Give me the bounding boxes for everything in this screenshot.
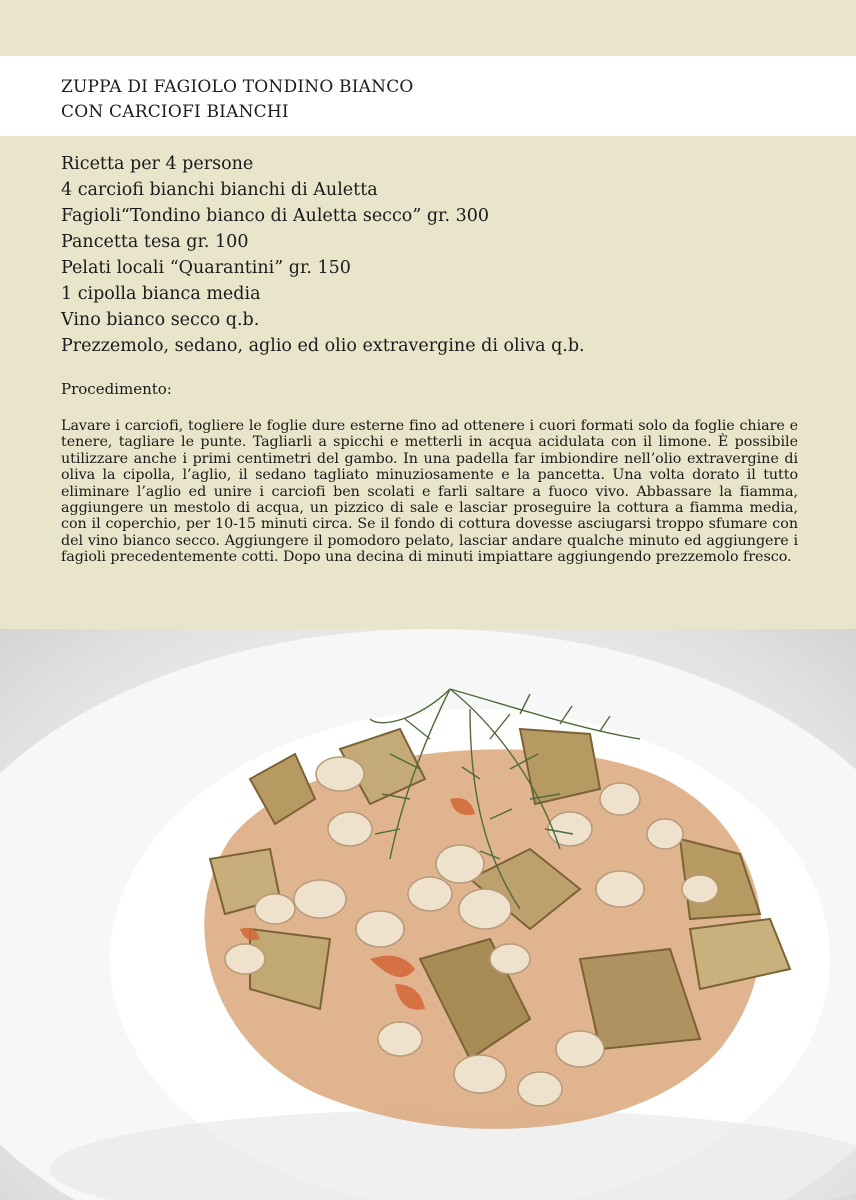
dish-illustration — [0, 629, 856, 1200]
ingredient-item: 4 carciofi bianchi bianchi di Auletta — [61, 180, 378, 200]
ingredient-item: Vino bianco secco q.b. — [61, 310, 260, 330]
ingredient-item: Pelati locali “Quarantini” gr. 150 — [61, 258, 351, 278]
ingredient-list — [61, 151, 585, 359]
procedure-text: Lavare i carciofi, togliere le foglie dure esterne fino ad ottenere i cuori formati solo da foglie chiare e tenere, tagliare le punte. Tagliarli a spicchi e metterli in acqua acidulata con il limone. È possibile utilizzare anche i primi centimetri del gambo. In una padella far imbiondire nell’olio extravergine di oliva la cipolla, l’aglio, il sedano tagliato minuziosamente e la pancetta. Una volta dorato il tutto eliminare l’aglio ed unire i carciofi ben scolati e farli saltare a fuoco vivo. Abbassare la fiamma, aggiungere un mestolo di acqua, un pizzico di sale e lasciar proseguire la cottura a fiamma media, con il coperchio, per 10-15 minuti circa. Se il fondo di cottura dovesse asciugarsi troppo sfumare con del vino bianco secco. Aggiungere il pomodoro pelato, lasciar andare qualche minuto ed aggiungere i fagioli precedentemente cotti. Dopo una decina di minuti impiattare aggiungendo prezzemolo fresco. — [61, 418, 798, 566]
ingredient-item: Prezzemolo, sedano, aglio ed olio extravergine di oliva q.b. — [61, 336, 585, 356]
ingredient-item: Pancetta tesa gr. 100 — [61, 232, 249, 252]
recipe-title — [61, 75, 414, 125]
top-band — [0, 0, 856, 56]
ingredient-item: Fagioli“Tondino bianco di Auletta secco” gr. 300 — [61, 206, 489, 226]
title-band — [0, 56, 856, 136]
recipe-content — [0, 136, 856, 629]
ingredient-item: 1 cipolla bianca media — [61, 284, 261, 304]
ingredient-item: Ricetta per 4 persone — [61, 154, 254, 174]
dish-photo — [0, 629, 856, 1200]
recipe-title-line-1: ZUPPA DI FAGIOLO TONDINO BIANCO — [61, 77, 414, 97]
recipe-title-line-2: CON CARCIOFI BIANCHI — [61, 102, 289, 122]
procedure-heading: Procedimento: — [61, 380, 172, 398]
